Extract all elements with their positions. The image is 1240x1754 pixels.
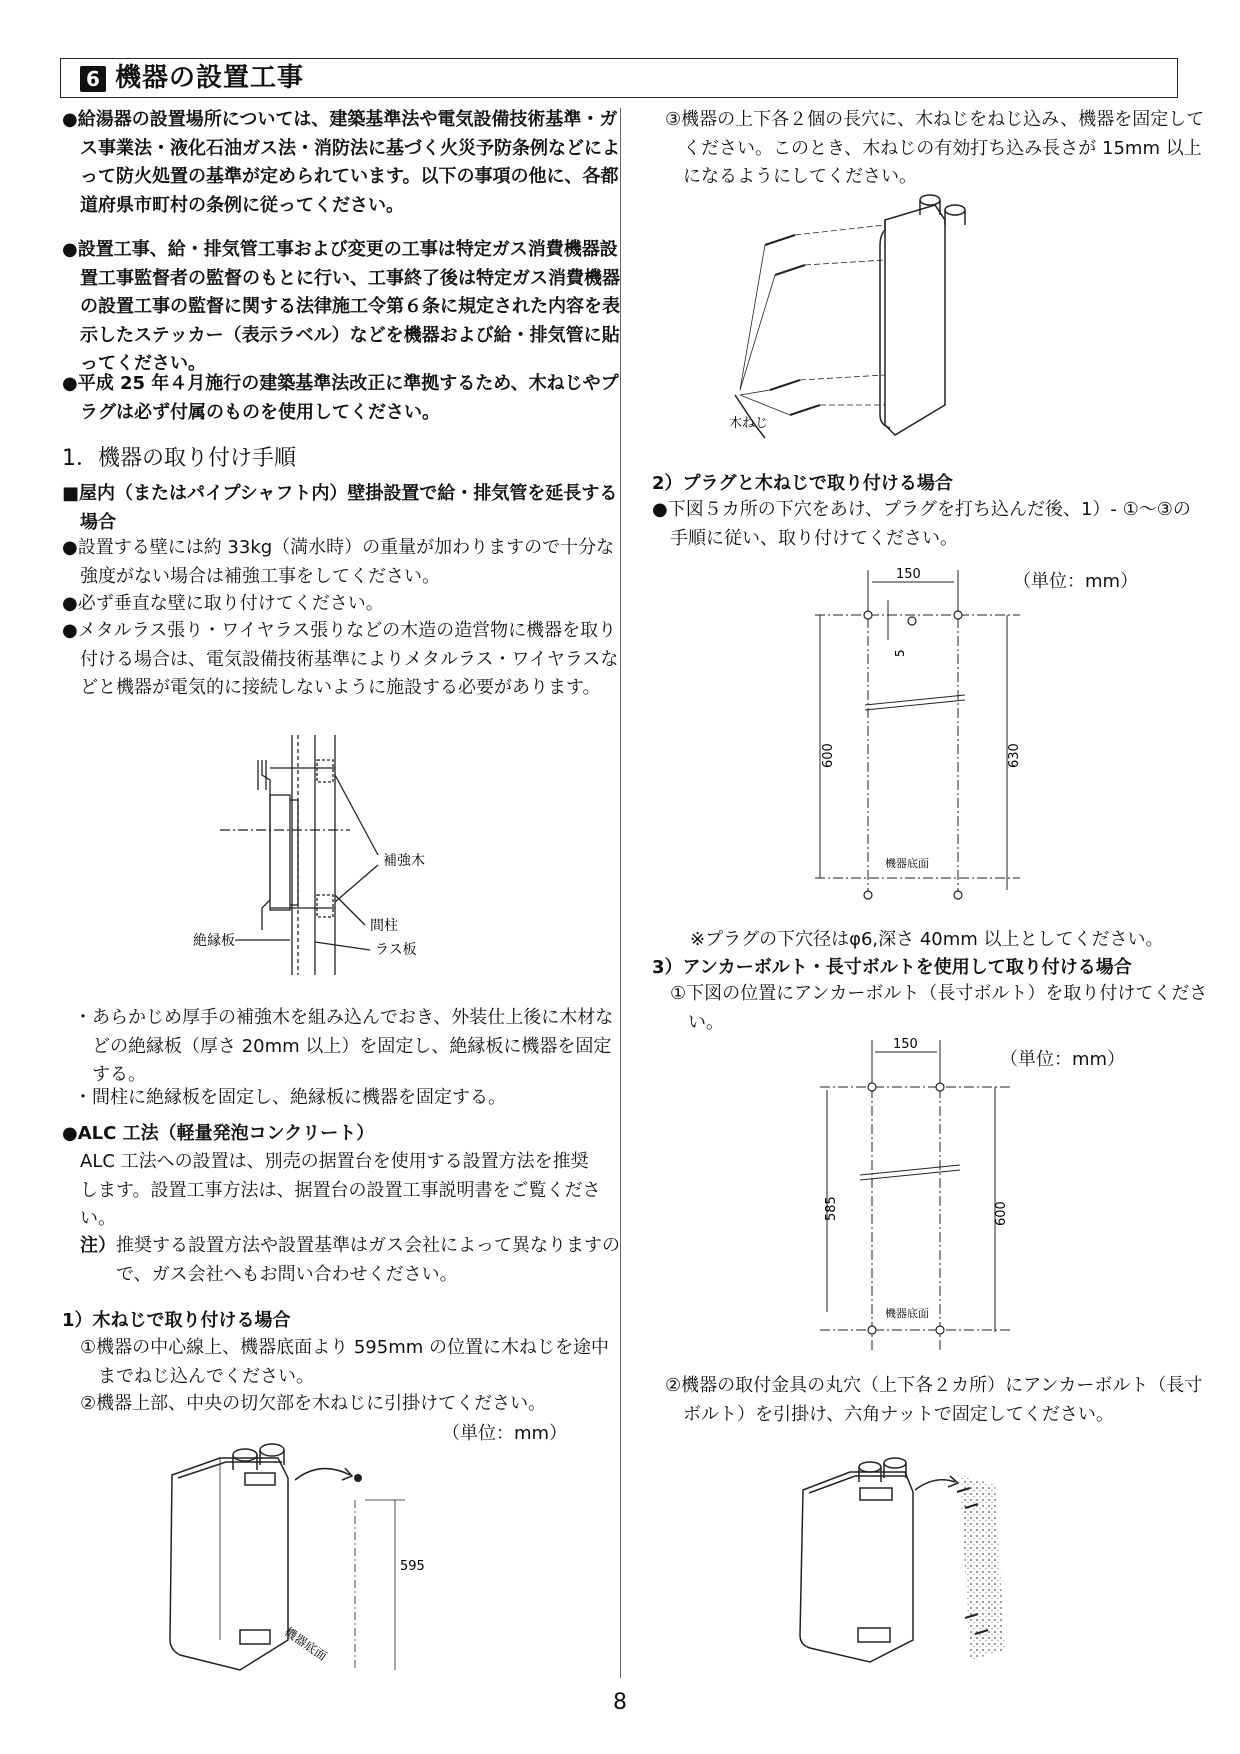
heater-anchor-figure bbox=[795, 1450, 1045, 1670]
heater-screws-figure bbox=[729, 190, 975, 460]
alc-heading: ●ALC 工法（軽量発泡コンクリート） bbox=[62, 1123, 375, 1144]
unit-label-left: （単位：mm） bbox=[442, 1423, 568, 1444]
alc-note-text: 推奨する設置方法や設置基準はガス会社によって異なりますので、ガス会社へもお問い合わせください。 bbox=[116, 1235, 620, 1285]
column-divider bbox=[620, 108, 621, 1678]
section-title: 機器の設置工事 bbox=[115, 63, 305, 93]
screw-label: 木ねじ bbox=[729, 416, 769, 431]
note-1: ・あらかじめ厚手の補強木を組み込んでおき、外装仕上後に木材などの絶縁板（厚さ 20mm 以上）を固定し、絶縁板に機器を固定する。 bbox=[74, 1007, 614, 1085]
sub3-title: 3）アンカーボルト・長寸ボルトを使用して取り付ける場合 bbox=[652, 957, 1132, 978]
indoor-heading: ■屋内（またはパイプシャフト内）壁掛設置で給・排気管を延長する場合 bbox=[62, 483, 618, 533]
fig3-width: 150 bbox=[893, 1037, 918, 1052]
section1-title: 1．機器の取り付け手順 bbox=[62, 446, 296, 471]
fig3-height-2: 600 bbox=[994, 1201, 1009, 1226]
anchor-layout-figure bbox=[815, 1030, 1025, 1350]
heater-hanging-figure bbox=[160, 1440, 480, 1680]
fig-595-label: 595 bbox=[400, 1559, 425, 1574]
label-stud: 間柱 bbox=[370, 918, 398, 934]
page-number: 8 bbox=[613, 1690, 627, 1715]
fig-bottom-label-left: 機器底面 bbox=[281, 1624, 330, 1664]
alc-text: ALC 工法への設置は、別売の据置台を使用する設置方法を推奨します。設置工事方法は、据置台の設置工事説明書をご覧ください。 bbox=[80, 1151, 601, 1229]
plug-note: ※プラグの下穴径はφ6,深さ 40mm 以上としてください。 bbox=[690, 929, 1164, 950]
note-2: ・間柱に絶縁板を固定し、絶縁板に機器を固定する。 bbox=[74, 1087, 506, 1108]
section-number: 6 bbox=[80, 66, 106, 92]
intro-bullet-2: ●設置工事、給・排気管工事および変更の工事は特定ガス消費機器設置工事監督者の監督のもとに行い、工事終了後は特定ガス消費機器の設置工事の監督に関する法律施工令第６条に規定された内容を表示したステッカー（表示ラベル）などを機器および給・排気管に貼ってください。 bbox=[62, 239, 620, 374]
sub3-step-2: ②機器の取付金具の丸穴（上下各２カ所）にアンカーボルト（長寸ボルト）を引掛け、六角ナットで固定してください。 bbox=[665, 1375, 1203, 1425]
alc-note bbox=[80, 1232, 638, 1289]
unit-label-right-2: （単位：mm） bbox=[1000, 1049, 1126, 1070]
sub1-step-2: ②機器上部、中央の切欠部を木ねじに引掛けてください。 bbox=[80, 1393, 547, 1414]
sub2-text: ●下図５カ所の下穴をあけ、プラグを打ち込んだ後、1）- ①～③の手順に従い、取り付けてください。 bbox=[652, 499, 1191, 549]
wall-section-figure bbox=[190, 730, 490, 980]
label-insulation: 絶縁板 bbox=[193, 933, 235, 949]
plug-layout-figure bbox=[810, 560, 1030, 910]
fig2-offset: 5 bbox=[893, 649, 907, 657]
alc-note-label: 注） bbox=[80, 1235, 116, 1256]
label-lath: ラス板 bbox=[375, 942, 417, 958]
fig2-height-1: 600 bbox=[821, 743, 836, 768]
fig3-bottom: 機器底面 bbox=[885, 1307, 929, 1320]
fig2-height-2: 630 bbox=[1007, 743, 1022, 768]
indoor-bullet-2: ●必ず垂直な壁に取り付けてください。 bbox=[62, 593, 384, 614]
sub1-step-1: ①機器の中心線上、機器底面より 595mm の位置に木ねじを途中までねじ込んでください。 bbox=[80, 1337, 610, 1387]
sub3-step-1: ①下図の位置にアンカーボルト（長寸ボルト）を取り付けてください。 bbox=[670, 983, 1208, 1033]
step-3: ③機器の上下各２個の長穴に、木ねじをねじ込み、機器を固定してください。このとき、木ねじの有効打ち込み長さが 15mm 以上になるようにしてください。 bbox=[665, 109, 1205, 187]
sub1-title: 1）木ねじで取り付ける場合 bbox=[62, 1310, 291, 1331]
label-reinforce: 補強木 bbox=[383, 853, 425, 869]
intro-bullet-3: ●平成 25 年４月施行の建築基準法改正に準拠するため、木ねじやプラグは必ず付属のものを使用してください。 bbox=[62, 373, 619, 423]
fig2-width: 150 bbox=[896, 567, 921, 582]
indoor-bullet-3: ●メタルラス張り・ワイヤラス張りなどの木造の造営物に機器を取り付ける場合は、電気設備技術基準によりメタルラス・ワイヤラスなどと機器が電気的に接続しないように施設する必要があります。 bbox=[62, 620, 619, 698]
unit-label-right-1: （単位：mm） bbox=[1013, 571, 1139, 592]
fig2-bottom: 機器底面 bbox=[885, 857, 929, 870]
sub2-title: 2）プラグと木ねじで取り付ける場合 bbox=[652, 473, 953, 494]
indoor-bullet-1: ●設置する壁には約 33kg（満水時）の重量が加わりますので十分な強度がない場合は補強工事をしてください。 bbox=[62, 537, 615, 587]
intro-bullet-1: ●給湯器の設置場所については、建築基準法や電気設備技術基準・ガス事業法・液化石油ガス法・消防法に基づく火災予防条例などによって防火処置の基準が定められています。以下の事項の他に、各都道府県市町村の条例に従ってください。 bbox=[62, 109, 620, 216]
fig3-height-1: 585 bbox=[824, 1196, 839, 1221]
